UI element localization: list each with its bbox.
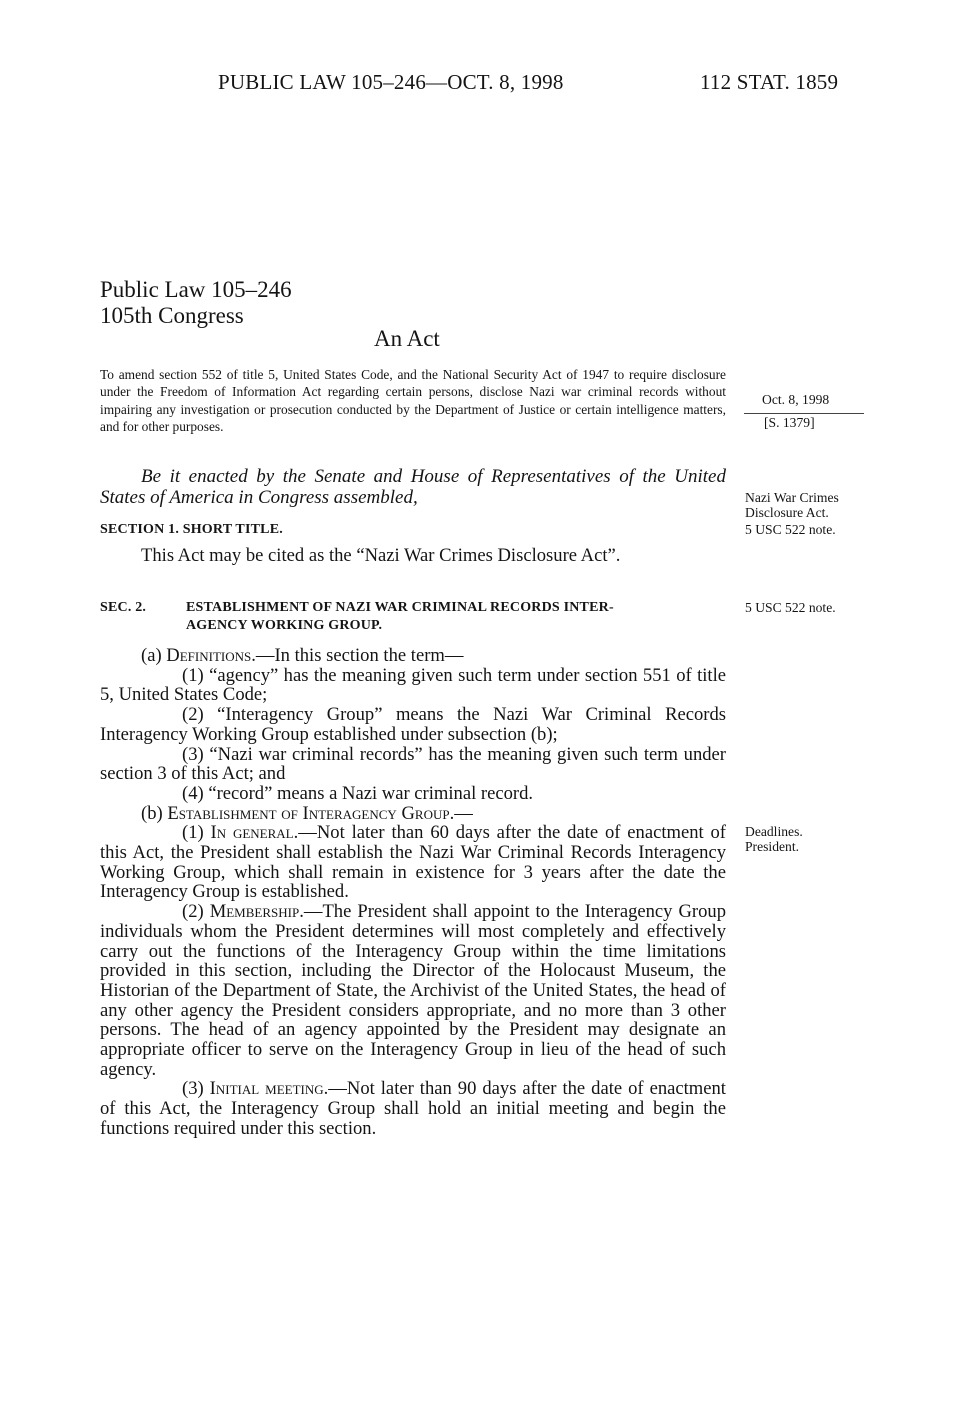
definition-record: (4) “record” means a Nazi war criminal record. (182, 782, 534, 804)
definition-agency: (1) “agency” has the meaning given such term under section 551 of title 5, United States Code; (100, 664, 726, 706)
paragraph-b3-heading: Initial meeting (209, 1078, 324, 1100)
running-header-left: PUBLIC LAW 105–246—OCT. 8, 1998 (218, 70, 564, 94)
sidenote-bill-number: [S. 1379] (764, 415, 815, 430)
section-2-body (100, 646, 726, 1139)
section-1-heading: SECTION 1. SHORT TITLE. (100, 522, 283, 537)
paragraph-b1-heading: In general (210, 822, 294, 844)
definition-interagency-group: (2) “Interagency Group” means the Nazi War Criminal Records Interagency Working Group established under subsection (b); (100, 704, 726, 745)
paragraph-b2: (2) Membership.—The President shall appoint to the Interagency Group individuals whom the President determines will most completely and effectively carry out the functions of the Interagency Group within the time limitations provided in this section, including the Director of the Holocaust Museum, the Historian of the Department of State, the Archivist of the United States, the head of any other agency the President considers appropriate, and no more than 3 other persons. The head of an agency appointed by the President may designate an appropriate officer to serve on the Interagency Group in lieu of the head of such agency. (100, 901, 726, 1080)
section-2-heading (100, 599, 726, 635)
congress-label: 105th Congress (100, 303, 244, 328)
section-2-number: SEC. 2. (100, 600, 147, 615)
paragraph-b1: (1) In general.—Not later than 60 days after the date of enactment of this Act, the President shall establish the Nazi War Criminal Records Interagency Working Group, which shall remain in existence for 3 years after the date the Interagency Group is established. (100, 822, 727, 903)
section-1-text (100, 546, 726, 566)
public-law-number: Public Law 105–246 (100, 277, 292, 302)
an-act-heading: An Act (374, 326, 440, 351)
sidenote-divider (744, 413, 864, 414)
subsection-b-heading: Establishment of Interagency Group (167, 802, 450, 824)
sidenote-usc-note-2: 5 USC 522 note. (745, 600, 836, 615)
subsection-a: (a) Definitions.—In this section the term— (141, 645, 464, 666)
sidenote-date: Oct. 8, 1998 (762, 392, 830, 407)
enacting-clause (100, 466, 726, 508)
sidenote-short-title: Nazi War Crimes Disclosure Act. (745, 490, 839, 520)
paragraph-b2-heading: Membership (209, 901, 300, 923)
paragraph-b3: (3) Initial meeting.—Not later than 90 days after the date of enactment of this Act, the Interagency Group shall hold an initial meeting and begin the functions required under this section. (100, 1078, 726, 1139)
subsection-b: (b) Establishment of Interagency Group.— (141, 802, 473, 824)
section-2-heading-line2: AGENCY WORKING GROUP. (186, 618, 383, 633)
subsection-a-heading: Definitions (166, 645, 252, 666)
short-title-text: This Act may be cited as the “Nazi War Crimes Disclosure Act”. (141, 545, 621, 566)
section-2-heading-line1: ESTABLISHMENT OF NAZI WAR CRIMINAL RECORDS INTER- (186, 600, 614, 615)
act-purpose-text: To amend section 552 of title 5, United States Code, and the National Security Act of 1947 to require disclosure under the Freedom of Information Act regarding certain persons, disclose Nazi war criminal records without impairing any investigation or prosecution conducted by the Department of Justice or certain intelligence matters, and for other purposes. (100, 367, 726, 435)
running-header-page-number: 112 STAT. 1859 (700, 70, 839, 94)
definition-nazi-war-criminal-records: (3) “Nazi war criminal records” has the meaning given such term under section 3 of this Act; and (100, 743, 726, 785)
sidenote-usc-note-1: 5 USC 522 note. (745, 522, 836, 537)
sidenote-deadlines: Deadlines. President. (745, 824, 803, 854)
enacting-clause-text: Be it enacted by the Senate and House of Representatives of the United States of America in Congress assembled, (100, 466, 726, 508)
